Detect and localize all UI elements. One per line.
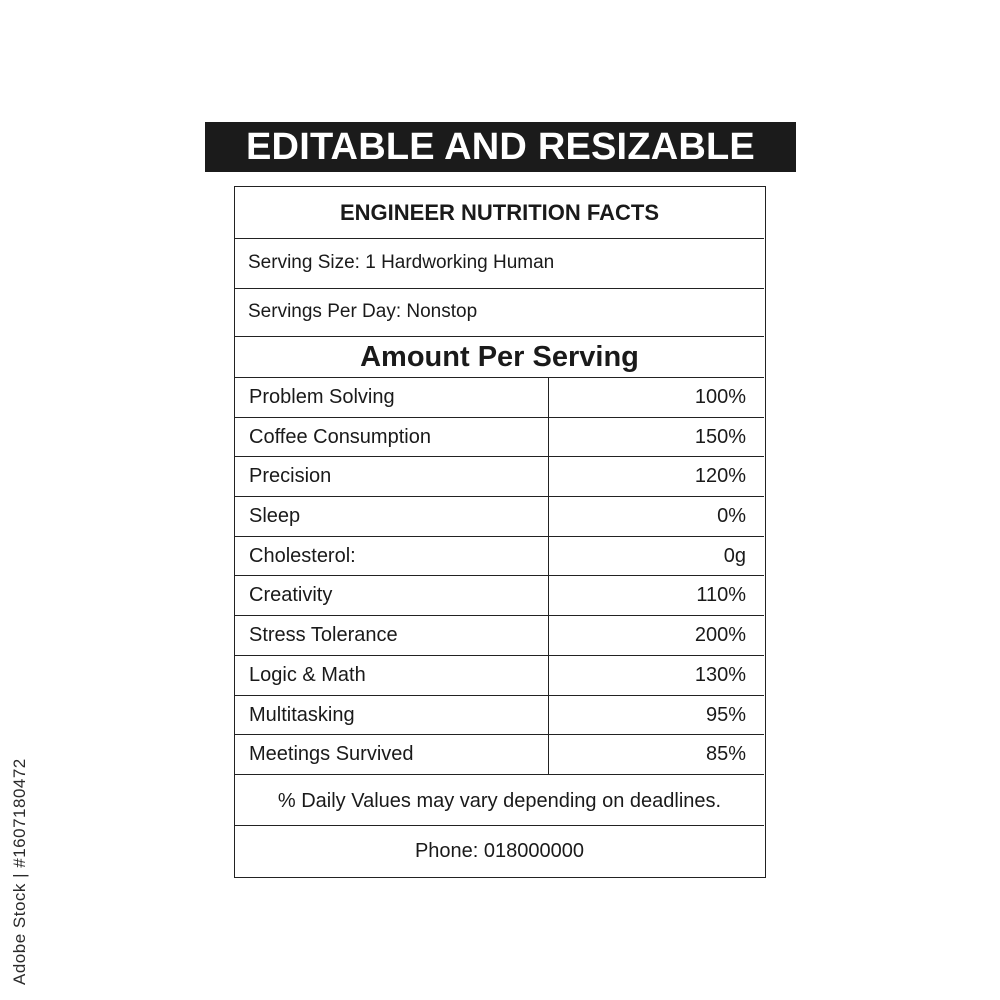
nutrient-name: Sleep xyxy=(235,497,549,536)
nutrient-name: Multitasking xyxy=(235,696,549,735)
nutrient-value: 0g xyxy=(723,544,746,567)
nutrient-name: Cholesterol: xyxy=(235,537,549,576)
phone-number: Phone: 018000000 xyxy=(414,840,585,862)
table-row xyxy=(235,616,764,656)
nutrient-name: Creativity xyxy=(235,576,549,615)
table-row xyxy=(235,537,764,577)
servings-per-day: Servings Per Day: Nonstop xyxy=(235,289,764,337)
stock-credit: Adobe Stock | #1607180472 xyxy=(10,758,29,985)
nutrient-value: 150% xyxy=(694,425,746,448)
table-row xyxy=(235,497,764,537)
nutrition-label xyxy=(234,186,766,878)
table-row xyxy=(235,378,764,418)
table-row xyxy=(235,656,764,696)
nutrient-name: Logic & Math xyxy=(235,656,549,695)
table-row xyxy=(235,576,764,616)
table-row xyxy=(235,457,764,497)
nutrient-value: 85% xyxy=(705,743,746,766)
table-row xyxy=(235,696,764,736)
nutrient-value: 100% xyxy=(694,386,746,408)
nutrient-value: 200% xyxy=(694,624,746,647)
banner-heading: EDITABLE AND RESIZABLE xyxy=(205,122,796,172)
table-row xyxy=(235,735,764,775)
nutrient-name: Coffee Consumption xyxy=(235,418,549,457)
nutrient-table xyxy=(235,378,764,775)
nutrient-name: Stress Tolerance xyxy=(235,616,549,655)
label-title: ENGINEER NUTRITION FACTS xyxy=(235,187,764,239)
amount-per-serving-heading: Amount Per Serving xyxy=(235,337,764,378)
nutrient-value: 130% xyxy=(694,663,746,686)
serving-size: Serving Size: 1 Hardworking Human xyxy=(235,239,764,289)
nutrient-name: Precision xyxy=(235,457,549,496)
table-row xyxy=(235,418,764,458)
nutrient-value: 95% xyxy=(705,703,746,726)
daily-values-note: % Daily Values may vary depending on deadlines. xyxy=(235,776,764,826)
nutrient-name: Meetings Survived xyxy=(235,735,549,774)
nutrient-value: 120% xyxy=(694,465,746,488)
nutrient-value: 110% xyxy=(696,584,746,607)
nutrient-name: Problem Solving xyxy=(235,378,549,417)
nutrient-value: 0% xyxy=(717,505,746,528)
